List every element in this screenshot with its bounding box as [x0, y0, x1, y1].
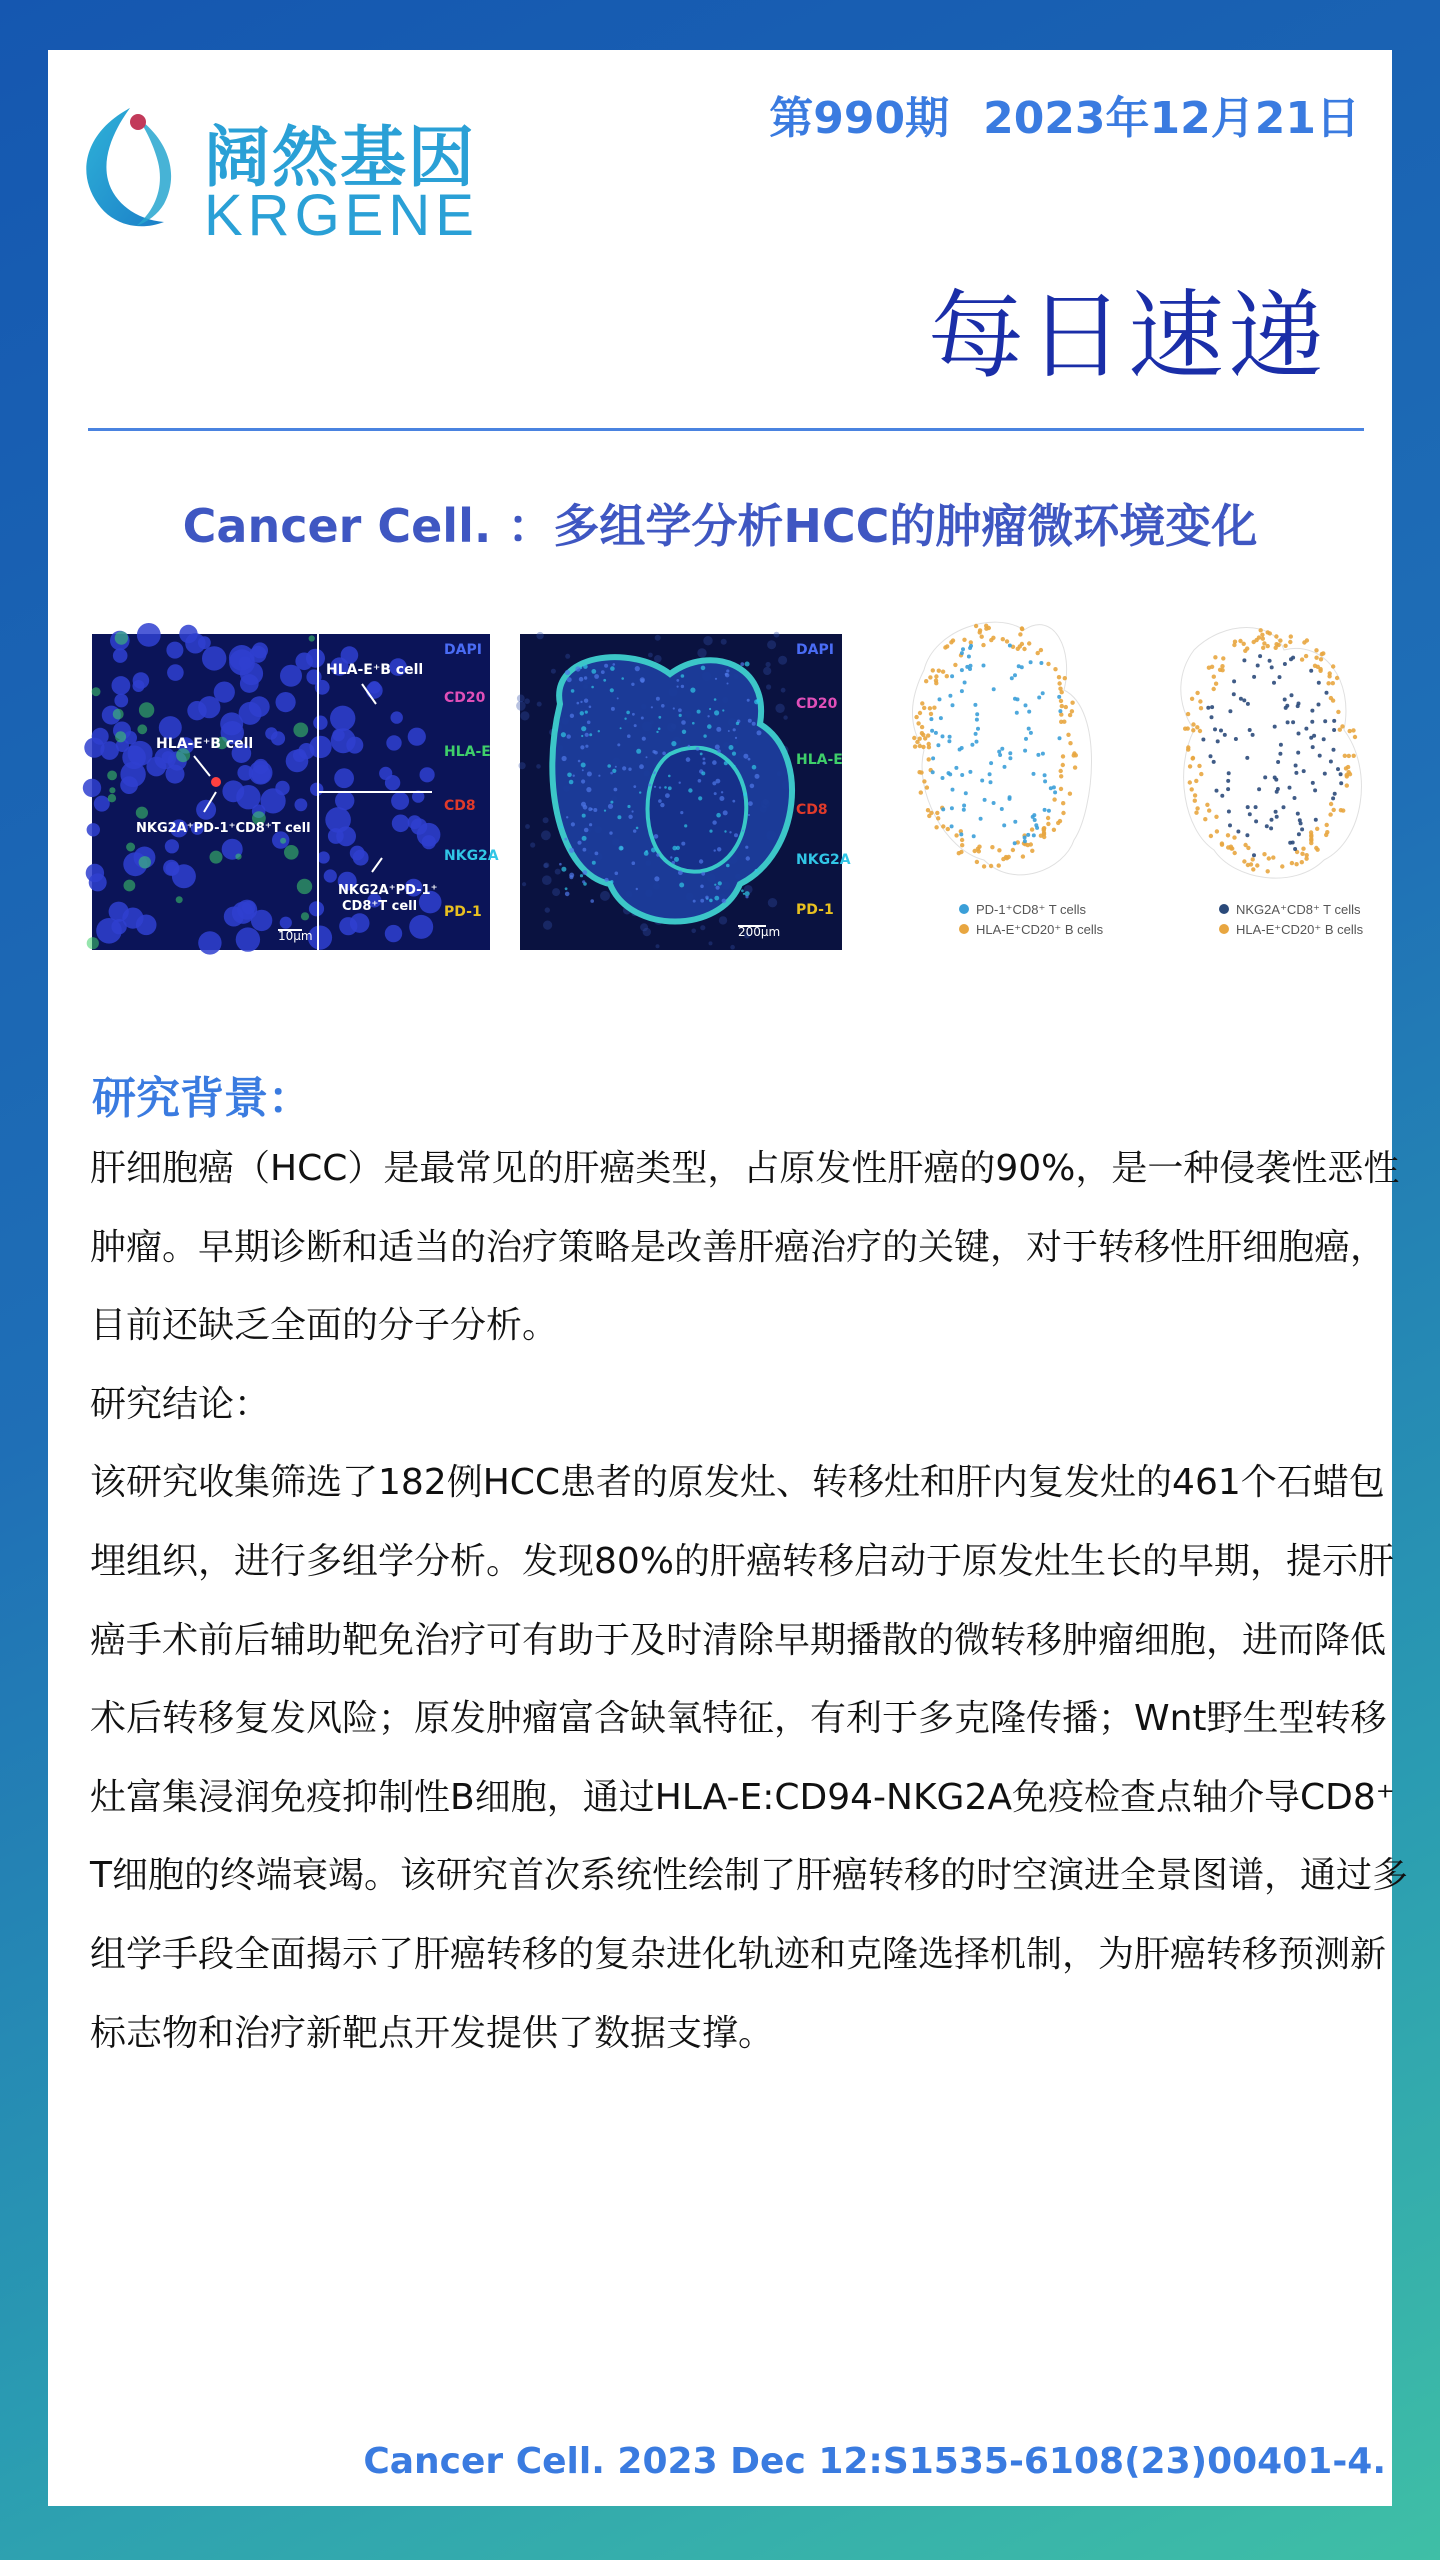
- channel-pd1: PD-1: [444, 904, 482, 920]
- page-title: 每日速递: [928, 280, 1328, 392]
- channel-hla-e-2: HLA-E: [796, 752, 843, 768]
- section-background-title: 研究背景：: [92, 1073, 312, 1124]
- channel-dapi: DAPI: [444, 642, 482, 658]
- issue-number: 第990期: [769, 93, 950, 144]
- dna-logo-icon: [68, 100, 194, 240]
- spatial-map-svg: [904, 610, 1382, 990]
- channel-dapi-2: DAPI: [796, 642, 834, 658]
- channel-cd20-2: CD20: [796, 696, 838, 712]
- legend-left-0: PD-1⁺CD8⁺ T cells: [976, 902, 1087, 917]
- micrograph-svg: [92, 634, 499, 950]
- channel-nkg2a: NKG2A: [444, 848, 499, 864]
- legend-left-1: HLA-E⁺CD20⁺ B cells: [976, 922, 1104, 937]
- issue-date-text: 2023年12月21日: [983, 93, 1360, 144]
- article-headline: Cancer Cell. ：多组学分析HCC的肿瘤微环境变化: [182, 499, 1258, 553]
- citation: Cancer Cell. 2023 Dec 12:S1535-6108(23)00401-4.: [363, 2441, 1386, 2482]
- section-conclusion-title: 研究结论：: [90, 1383, 271, 1425]
- divider: [88, 428, 1364, 431]
- content-card: [48, 50, 1408, 2506]
- scale-bar-10um: 10μm: [278, 929, 313, 943]
- channel-hla-e: HLA-E: [444, 744, 491, 760]
- label-nkg2a-mid: NKG2A⁺PD-1⁺CD8⁺T cell: [136, 821, 311, 836]
- logo-english: KRGENE: [204, 183, 479, 248]
- legend-right-1: HLA-E⁺CD20⁺ B cells: [1236, 922, 1364, 937]
- channel-cd8-2: CD8: [796, 802, 828, 818]
- map-left-cells: [912, 624, 1078, 869]
- label-hla-top: HLA-E⁺B cell: [326, 662, 424, 678]
- tissue-svg: [520, 634, 851, 950]
- channel-nkg2a-2: NKG2A: [796, 852, 851, 868]
- figure-strip: [92, 610, 1382, 970]
- scale-bar-200um: 200μm: [738, 925, 781, 939]
- logo-chinese: 阔然基因: [204, 119, 476, 196]
- tissue-overview-panel: [520, 634, 851, 950]
- krgene-logo: [68, 100, 508, 248]
- paragraph-conclusion: 该研究收集筛选了182例HCC患者的原发灶、转移灶和肝内复发灶的461个石蜡包埋组织，进行多组学分析。发现80%的肝癌转移启动于原发灶生长的早期，提示肝癌手术前后辅助靶免治疗可有助于及时清除早期播散的微转移肿瘤细胞，进而降低术后转移复发风险；原发肿瘤富含缺氧特征，有利于多克隆传播；Wnt野生型转移灶富集浸润免疫抑制性B细胞，通过HLA-E:CD94-NKG2A免疫检查点轴介导CD8⁺ T细胞的终端衰竭。该研究首次系统性绘制了肝癌转移的时空演进全景图谱，通过多组学手段全面揭示了肝癌转移的复杂进化轨迹和克隆选择机制，为肝癌转移预测新标志物和治疗新靶点开发提供了数据支撑。: [90, 1462, 1408, 2054]
- fluorescence-micrograph-panel: [92, 634, 499, 950]
- channel-cd8: CD8: [444, 798, 476, 814]
- label-hla-mid: HLA-E⁺B cell: [156, 736, 254, 752]
- spatial-map-panel: [904, 610, 1382, 990]
- legend-right-0: NKG2A⁺CD8⁺ T cells: [1236, 902, 1361, 917]
- channel-pd1-2: PD-1: [796, 902, 834, 918]
- issue-date: [769, 82, 1360, 146]
- paragraph-background: 肝细胞癌（HCC）是最常见的肝癌类型，占原发性肝癌的90%，是一种侵袭性恶性肿瘤。早期诊断和适当的治疗策略是改善肝癌治疗的关键，对于转移性肝细胞癌，目前还缺乏全面的分子分析。: [90, 1148, 1400, 1347]
- article-body: [90, 1130, 1420, 2073]
- label-cd8-bottom: CD8⁺T cell: [342, 899, 418, 914]
- channel-cd20: CD20: [444, 690, 486, 706]
- label-nkg2a-bottom: NKG2A⁺PD-1⁺: [338, 883, 438, 898]
